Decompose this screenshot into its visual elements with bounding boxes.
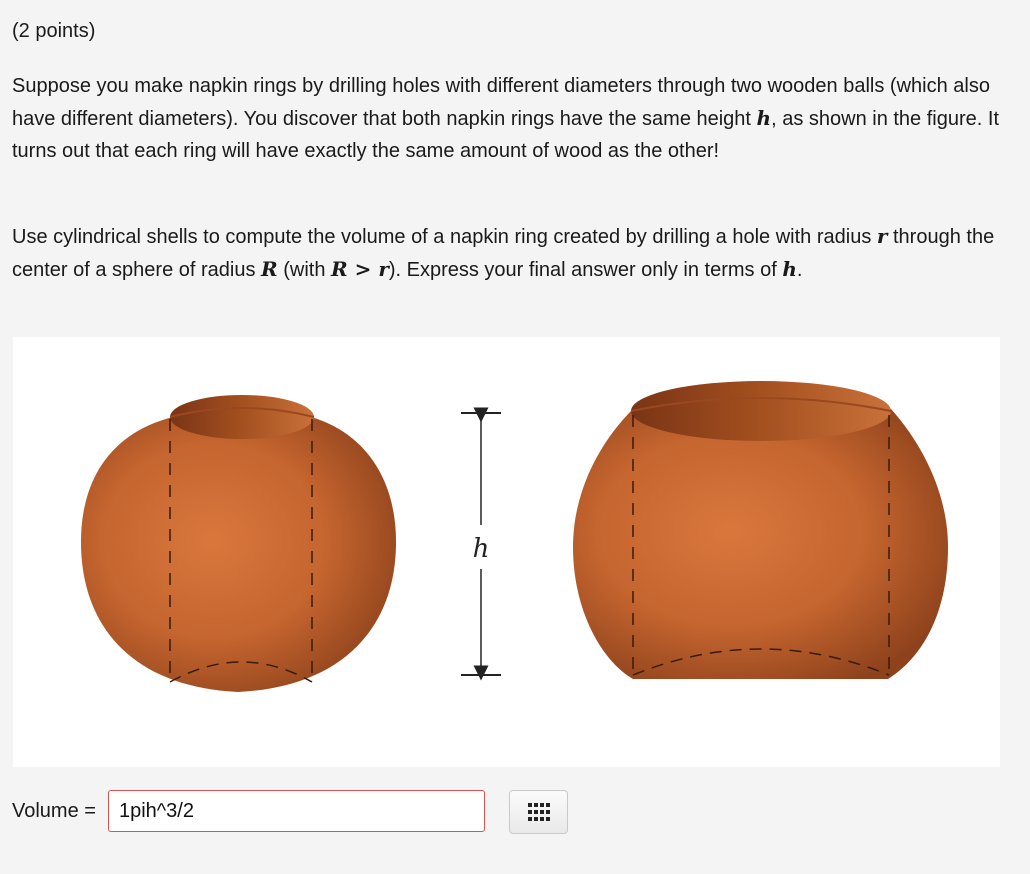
problem-paragraph-2: Use cylindrical shells to compute the volume of a napkin ring created by drilling a hole with radius r through the center of a sphere of radius R (with R > r). Express your final answer only in terms of h.: [12, 224, 995, 281]
var-r: r: [876, 224, 888, 248]
points-label: (2 points): [12, 20, 96, 42]
math-keypad-button[interactable]: [509, 790, 568, 834]
left-napkin-ring: [81, 395, 396, 692]
problem-paragraph-1: Suppose you make napkin rings by drilling holes with different diameters through two wooden balls (which also have different diameters). You discover that both napkin rings have the same height h, as shown in the figure. It turns out that each ring will have exactly the same amount of wood as the other!: [12, 75, 999, 162]
height-indicator: [461, 413, 501, 675]
var-R: R: [261, 257, 278, 281]
napkin-ring-figure: [13, 337, 1000, 767]
volume-answer-input[interactable]: [108, 790, 485, 832]
volume-label: Volume =: [12, 799, 96, 822]
answer-row: [12, 790, 485, 832]
napkin-ring-illustration: [13, 337, 1000, 767]
height-label: h: [472, 534, 490, 564]
var-h: h: [756, 106, 772, 130]
var-h-2: h: [782, 257, 797, 281]
keypad-grid-icon: [528, 803, 550, 821]
inequality: R > r: [331, 257, 389, 281]
right-napkin-ring: [573, 381, 948, 679]
